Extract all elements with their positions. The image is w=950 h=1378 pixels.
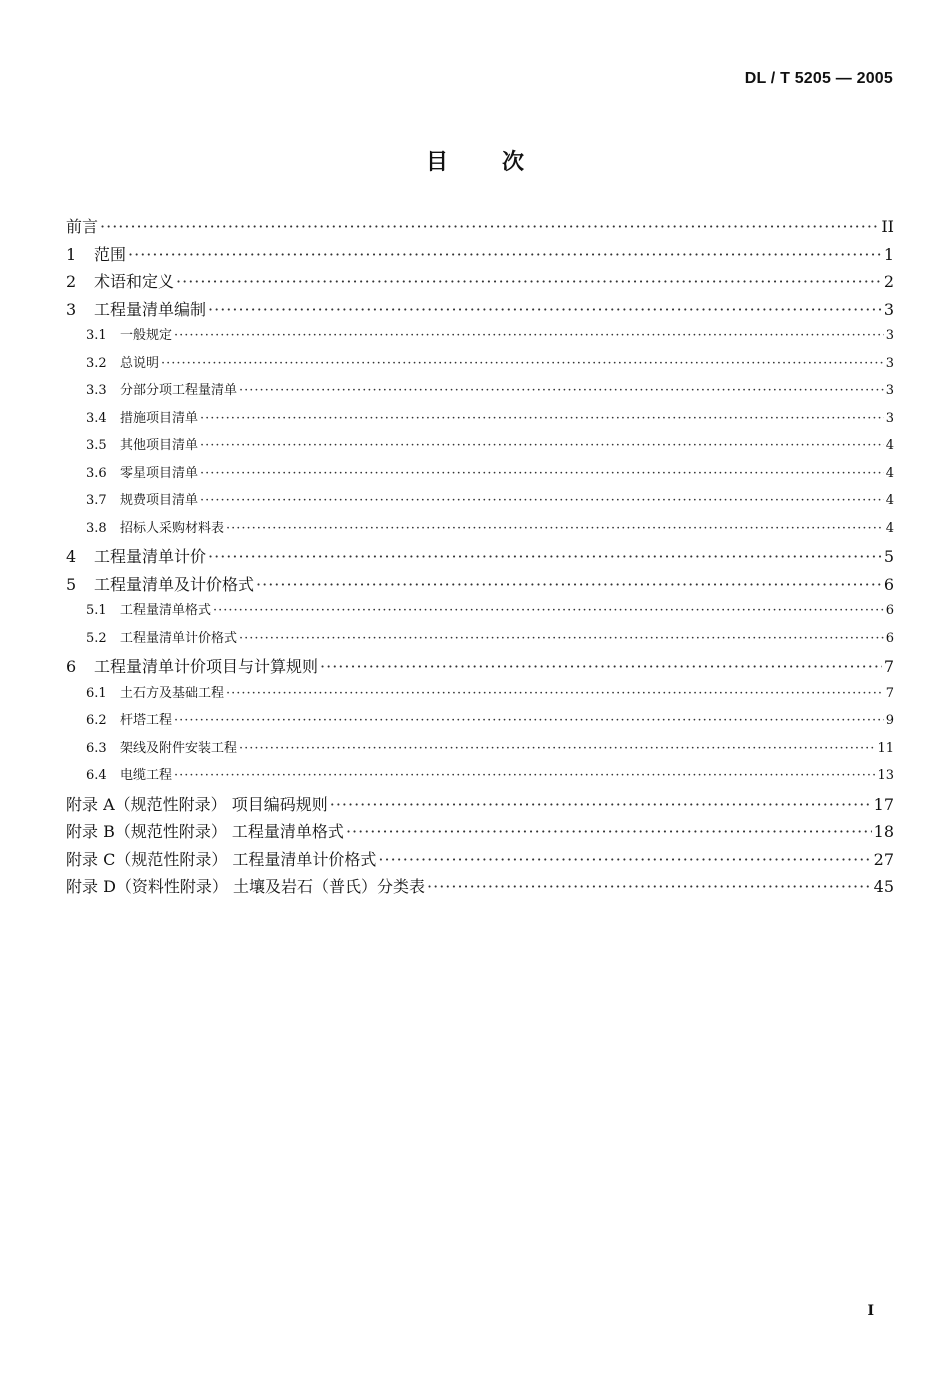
toc-entry[interactable]: [66, 407, 894, 435]
toc-entry-page: 18: [873, 822, 894, 841]
toc-entry-label: 工程量清单计价项目与计算规则: [94, 657, 319, 676]
toc-entry-page: II: [881, 217, 894, 236]
toc-entry[interactable]: [66, 599, 894, 627]
toc-entry-number: 3.5: [86, 438, 107, 453]
toc-entry-label: 一般规定: [120, 328, 173, 343]
toc-entry-label: 范围: [94, 244, 127, 264]
toc-entry-number: 6.2: [86, 713, 107, 728]
toc-entry-page: 1: [883, 244, 894, 264]
toc-dot-leader: [378, 850, 871, 869]
toc-entry[interactable]: [66, 324, 894, 352]
toc-entry[interactable]: [66, 682, 894, 710]
toc-entry[interactable]: [66, 709, 894, 737]
toc-dot-leader: [320, 657, 882, 676]
toc-entry-page: 3: [885, 355, 894, 371]
toc-entry-number: 5.1: [86, 603, 107, 618]
toc-dot-leader: [208, 547, 882, 566]
toc-entry-page: 4: [885, 520, 894, 536]
toc-entry[interactable]: [66, 269, 894, 297]
page-title-char-1: 目: [425, 150, 448, 175]
toc-entry-page: 3: [885, 328, 894, 343]
toc-entry-label: 附录 C（规范性附录） 工程量清单计价格式: [66, 849, 377, 869]
toc-entry-label: 招标人采购材料表: [120, 520, 225, 536]
toc-dot-leader: [174, 328, 884, 343]
toc-dot-leader: [239, 631, 884, 646]
toc-entry[interactable]: [66, 214, 894, 242]
toc-entry[interactable]: [66, 792, 894, 820]
toc-entry-label: 前言: [66, 217, 99, 236]
toc-entry-page: 6: [885, 603, 894, 618]
toc-entry-number: 3.6: [86, 465, 107, 481]
toc-entry-number: 4: [66, 547, 77, 566]
toc-entry-page: 13: [877, 768, 894, 783]
toc-dot-leader: [330, 795, 872, 814]
toc-dot-leader: [239, 741, 875, 756]
toc-entry-page: 4: [885, 493, 894, 508]
toc-entry[interactable]: [66, 627, 894, 655]
toc-entry-page: 6: [885, 630, 894, 646]
toc-entry-number: 3.7: [86, 493, 107, 508]
toc-entry-label: 零星项目清单: [120, 465, 199, 481]
toc-entry-number: 6.1: [86, 685, 107, 701]
toc-entry-label: 杆塔工程: [120, 713, 173, 728]
toc-entry-number: 2: [66, 272, 77, 291]
toc-entry-label: 术语和定义: [94, 272, 175, 291]
toc-entry-number: 1: [66, 244, 77, 264]
toc-entry-page: 45: [873, 877, 894, 896]
toc-entry[interactable]: [66, 489, 894, 517]
toc-dot-leader: [256, 575, 882, 594]
toc-entry-page: 6: [883, 574, 894, 594]
toc-entry-page: 5: [883, 547, 894, 566]
toc-entry-label: 总说明: [120, 355, 160, 371]
toc-entry-page: 2: [883, 272, 894, 291]
toc-entry[interactable]: [66, 764, 894, 792]
toc-dot-leader: [427, 877, 872, 896]
toc-entry-page: 27: [873, 849, 894, 869]
toc-entry[interactable]: [66, 544, 894, 572]
toc-entry-page: 3: [885, 383, 894, 398]
toc-entry-label: 工程量清单编制: [94, 299, 207, 319]
page-title-char-2: 次: [502, 150, 525, 175]
toc-entry-number: 5: [66, 574, 77, 594]
toc-entry-number: 3.1: [86, 328, 107, 343]
toc-dot-leader: [200, 466, 884, 481]
toc-entry-label: 附录 A（规范性附录） 项目编码规则: [66, 794, 328, 814]
toc-entry[interactable]: [66, 819, 894, 847]
toc-entry-label: 工程量清单计价: [94, 547, 207, 566]
toc-entry[interactable]: [66, 874, 894, 902]
toc-entry-page: 4: [885, 465, 894, 481]
toc-entry[interactable]: [66, 434, 894, 462]
toc-entry-page: 9: [885, 713, 894, 728]
toc-entry-number: 3.4: [86, 410, 107, 426]
toc-dot-leader: [174, 713, 884, 728]
toc-entry[interactable]: [66, 297, 894, 325]
toc-entry-number: 3: [66, 299, 77, 319]
toc-dot-leader: [200, 438, 884, 453]
toc-dot-leader: [200, 493, 884, 508]
toc-dot-leader: [208, 300, 882, 319]
toc-entry-page: 11: [877, 740, 894, 756]
toc-entry-page: 17: [873, 794, 894, 814]
toc-dot-leader: [213, 603, 884, 618]
toc-entry-page: 3: [883, 299, 894, 319]
toc-entry-label: 规费项目清单: [120, 493, 199, 508]
toc-dot-leader: [100, 217, 879, 236]
toc-entry-label: 电缆工程: [120, 768, 173, 783]
toc-dot-leader: [346, 822, 872, 841]
toc-dot-leader: [176, 272, 882, 291]
toc-entry[interactable]: [66, 517, 894, 545]
toc-entry-page: 7: [883, 657, 894, 676]
toc-entry-number: 3.2: [86, 355, 107, 371]
toc-dot-leader: [226, 686, 884, 701]
toc-entry-label: 附录 B（规范性附录） 工程量清单格式: [66, 822, 344, 841]
toc-entry-label: 工程量清单及计价格式: [94, 574, 255, 594]
toc-entry-number: 6: [66, 657, 77, 676]
toc-entry[interactable]: [66, 379, 894, 407]
toc-entry-label: 架线及附件安装工程: [120, 740, 238, 756]
toc-entry[interactable]: [66, 737, 894, 765]
toc-entry-number: 3.3: [86, 383, 107, 398]
toc-entry-label: 措施项目清单: [120, 410, 199, 426]
toc-dot-leader: [161, 356, 884, 371]
toc-entry-page: 4: [885, 438, 894, 453]
toc-dot-leader: [239, 383, 884, 398]
page-title: [0, 145, 950, 176]
toc-entry-number: 6.3: [86, 740, 107, 756]
toc-entry[interactable]: [66, 352, 894, 380]
toc-entry[interactable]: [66, 847, 894, 875]
toc-entry-number: 6.4: [86, 768, 107, 783]
table-of-contents: [66, 214, 894, 902]
toc-entry-label: 附录 D（资料性附录） 土壤及岩石（普氏）分类表: [66, 877, 426, 896]
toc-entry-label: 分部分项工程量清单: [120, 383, 238, 398]
toc-entry-page: 7: [885, 685, 894, 701]
toc-dot-leader: [200, 411, 884, 426]
toc-entry-label: 土石方及基础工程: [120, 685, 225, 701]
toc-entry-label: 工程量清单计价格式: [120, 630, 238, 646]
toc-entry[interactable]: [66, 654, 894, 682]
toc-dot-leader: [226, 521, 884, 536]
toc-entry-number: 3.8: [86, 520, 107, 536]
toc-dot-leader: [128, 245, 882, 264]
toc-dot-leader: [174, 768, 875, 783]
toc-entry-number: 5.2: [86, 630, 107, 646]
toc-entry-page: 3: [885, 410, 894, 426]
toc-entry-label: 工程量清单格式: [120, 603, 212, 618]
standard-code: DL / T 5205 — 2005: [744, 70, 893, 87]
toc-entry[interactable]: [66, 242, 894, 270]
page-number: I: [867, 1303, 874, 1319]
toc-entry[interactable]: [66, 572, 894, 600]
toc-entry-label: 其他项目清单: [120, 438, 199, 453]
toc-entry[interactable]: [66, 462, 894, 490]
